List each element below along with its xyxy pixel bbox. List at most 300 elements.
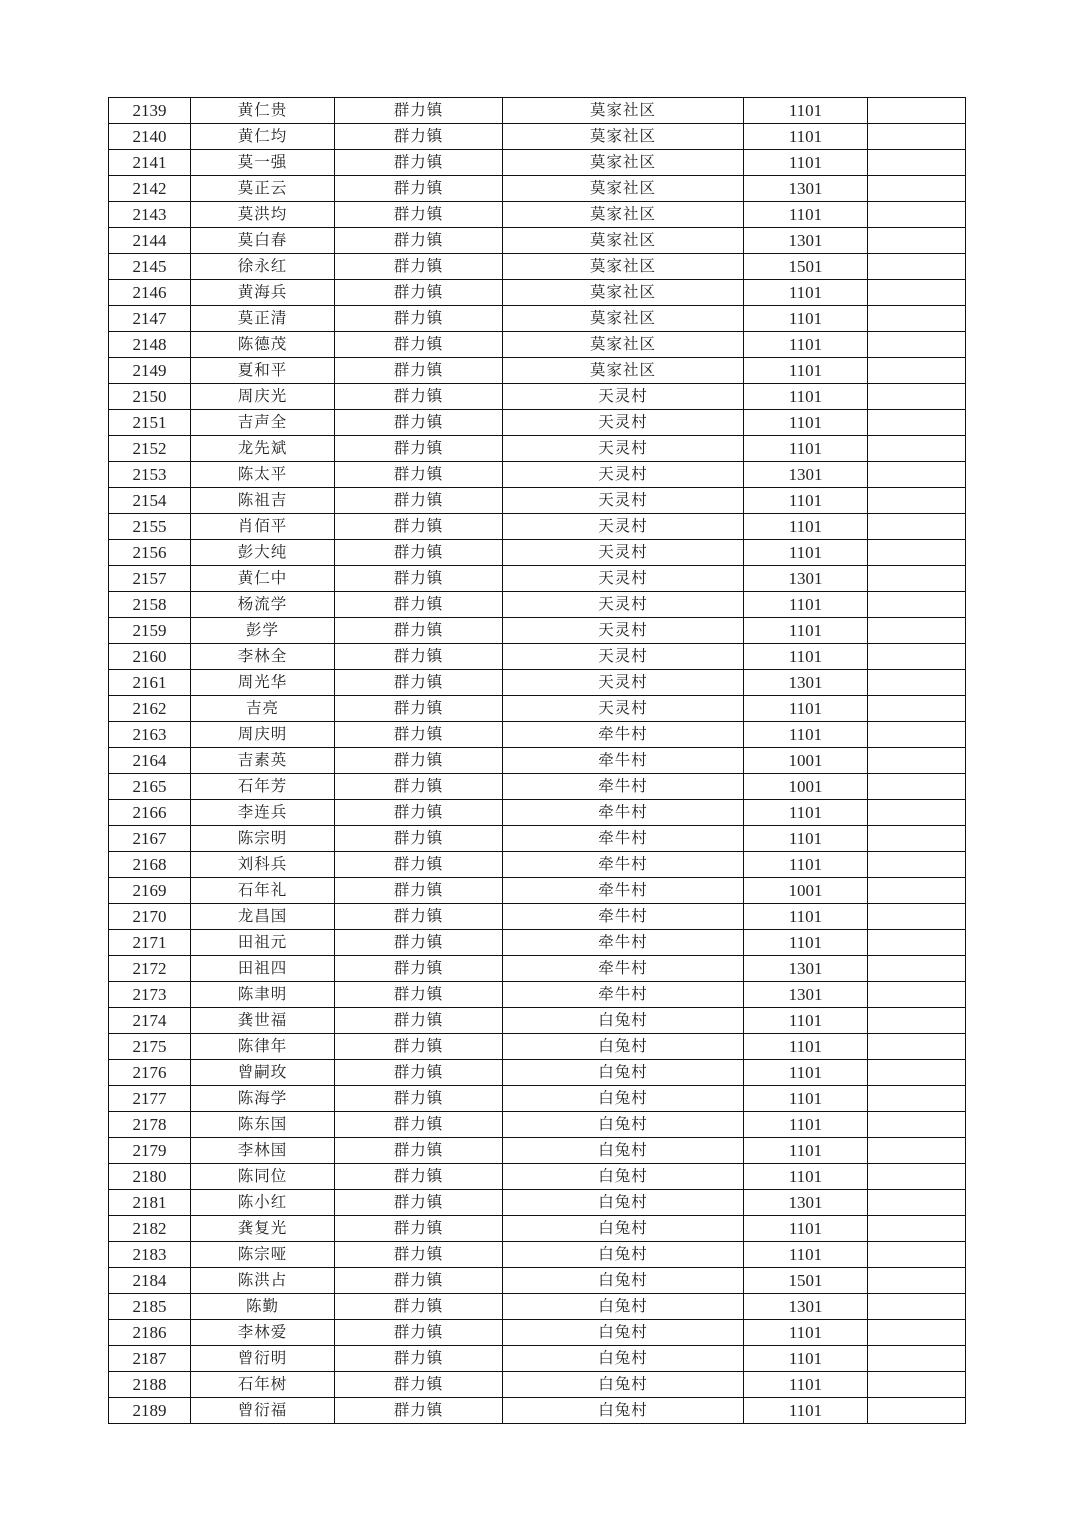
town-cell (335, 540, 503, 566)
town-cell (335, 618, 503, 644)
town-cell-text: 群力镇 (393, 1271, 444, 1289)
serial-number-cell: 2179 (109, 1138, 191, 1164)
code-cell: 1101 (744, 696, 868, 722)
person-name-cell (191, 228, 335, 254)
person-name-cell-text: 莫正清 (237, 309, 288, 327)
town-cell-text: 群力镇 (393, 517, 444, 535)
village-cell (503, 748, 744, 774)
village-cell-text: 白兔村 (598, 1245, 648, 1263)
code-cell: 1101 (744, 1086, 868, 1112)
village-cell-text: 牵牛村 (598, 881, 648, 899)
person-name-cell-text: 龚世福 (237, 1011, 288, 1029)
person-name-cell (191, 98, 335, 124)
town-cell (335, 358, 503, 384)
village-cell (503, 1164, 744, 1190)
town-cell-text: 群力镇 (393, 829, 444, 847)
village-cell-text: 牵牛村 (598, 959, 648, 977)
village-cell-text: 白兔村 (598, 1167, 648, 1185)
person-name-cell-text: 肖佰平 (237, 517, 288, 535)
serial-number-cell: 2140 (109, 124, 191, 150)
town-cell-text: 群力镇 (393, 751, 444, 769)
code-cell: 1301 (744, 462, 868, 488)
person-name-cell-text: 吉声全 (237, 413, 288, 431)
person-name-cell-text: 莫正云 (237, 179, 288, 197)
person-name-cell-text: 彭大纯 (237, 543, 288, 561)
village-cell (503, 956, 744, 982)
table-row (109, 1242, 966, 1268)
code-cell: 1101 (744, 1164, 868, 1190)
town-cell-text: 群力镇 (393, 361, 444, 379)
town-cell (335, 1320, 503, 1346)
code-cell: 1101 (744, 1346, 868, 1372)
village-cell-text: 莫家社区 (589, 231, 656, 249)
person-name-cell (191, 748, 335, 774)
serial-number-cell: 2145 (109, 254, 191, 280)
village-cell-text: 天灵村 (598, 569, 648, 587)
code-cell: 1101 (744, 852, 868, 878)
code-cell: 1101 (744, 1216, 868, 1242)
table-row (109, 1294, 966, 1320)
village-cell (503, 696, 744, 722)
person-name-cell-text: 陈太平 (237, 465, 288, 483)
code-cell: 1101 (744, 1138, 868, 1164)
table-row (109, 436, 966, 462)
code-cell: 1101 (744, 98, 868, 124)
code-cell: 1501 (744, 254, 868, 280)
town-cell (335, 1242, 503, 1268)
person-name-cell-text: 周光华 (237, 673, 288, 691)
town-cell (335, 722, 503, 748)
person-name-cell-text: 曾嗣玫 (237, 1063, 288, 1081)
note-cell (868, 1242, 966, 1268)
town-cell-text: 群力镇 (393, 257, 444, 275)
town-cell (335, 462, 503, 488)
village-cell-text: 白兔村 (598, 1401, 648, 1419)
person-name-cell-text: 黄仁均 (237, 127, 288, 145)
town-cell-text: 群力镇 (393, 1193, 444, 1211)
note-cell (868, 1398, 966, 1424)
serial-number-cell: 2157 (109, 566, 191, 592)
village-cell-text: 白兔村 (598, 1193, 648, 1211)
town-cell-text: 群力镇 (393, 465, 444, 483)
town-cell (335, 1008, 503, 1034)
note-cell (868, 982, 966, 1008)
note-cell (868, 176, 966, 202)
table-row (109, 124, 966, 150)
town-cell (335, 384, 503, 410)
town-cell (335, 1034, 503, 1060)
village-cell (503, 1112, 744, 1138)
code-cell: 1301 (744, 566, 868, 592)
person-name-cell (191, 1398, 335, 1424)
person-name-cell (191, 540, 335, 566)
note-cell (868, 462, 966, 488)
code-cell: 1101 (744, 358, 868, 384)
serial-number-cell: 2141 (109, 150, 191, 176)
person-name-cell (191, 1112, 335, 1138)
note-cell (868, 644, 966, 670)
table-row (109, 592, 966, 618)
person-name-cell-text: 刘科兵 (237, 855, 288, 873)
person-name-cell-text: 石年树 (237, 1375, 288, 1393)
code-cell: 1301 (744, 1294, 868, 1320)
person-name-cell-text: 黄仁中 (237, 569, 288, 587)
table-row (109, 566, 966, 592)
town-cell (335, 696, 503, 722)
code-cell: 1101 (744, 384, 868, 410)
village-cell (503, 644, 744, 670)
table-row (109, 410, 966, 436)
table-row (109, 332, 966, 358)
person-name-cell (191, 1034, 335, 1060)
person-name-cell-text: 陈洪占 (237, 1271, 288, 1289)
note-cell (868, 410, 966, 436)
note-cell (868, 306, 966, 332)
table-row (109, 1138, 966, 1164)
table-row (109, 1112, 966, 1138)
village-cell (503, 306, 744, 332)
note-cell (868, 228, 966, 254)
table-row (109, 800, 966, 826)
note-cell (868, 1190, 966, 1216)
person-name-cell (191, 124, 335, 150)
code-cell: 1101 (744, 488, 868, 514)
village-cell (503, 1242, 744, 1268)
village-cell (503, 566, 744, 592)
person-name-cell (191, 852, 335, 878)
serial-number-cell: 2170 (109, 904, 191, 930)
note-cell (868, 254, 966, 280)
village-cell-text: 白兔村 (598, 1115, 648, 1133)
town-cell-text: 群力镇 (393, 1141, 444, 1159)
person-name-cell-text: 陈宗哑 (237, 1245, 288, 1263)
person-name-cell (191, 644, 335, 670)
village-cell-text: 牵牛村 (598, 985, 648, 1003)
note-cell (868, 384, 966, 410)
village-cell-text: 天灵村 (598, 647, 648, 665)
table-row (109, 722, 966, 748)
town-cell-text: 群力镇 (393, 777, 444, 795)
village-cell (503, 1268, 744, 1294)
note-cell (868, 358, 966, 384)
town-cell-text: 群力镇 (393, 1089, 444, 1107)
person-name-cell (191, 358, 335, 384)
serial-number-cell: 2182 (109, 1216, 191, 1242)
note-cell (868, 618, 966, 644)
serial-number-cell: 2181 (109, 1190, 191, 1216)
town-cell (335, 1398, 503, 1424)
town-cell (335, 306, 503, 332)
village-cell-text: 白兔村 (598, 1037, 648, 1055)
person-name-cell (191, 514, 335, 540)
town-cell-text: 群力镇 (393, 1323, 444, 1341)
serial-number-cell: 2180 (109, 1164, 191, 1190)
note-cell (868, 878, 966, 904)
village-cell-text: 莫家社区 (589, 179, 656, 197)
person-name-cell-text: 李林全 (237, 647, 288, 665)
table-row (109, 1216, 966, 1242)
person-name-cell (191, 1294, 335, 1320)
code-cell: 1101 (744, 1008, 868, 1034)
note-cell (868, 592, 966, 618)
village-cell-text: 莫家社区 (589, 153, 656, 171)
table-row (109, 696, 966, 722)
table-row (109, 358, 966, 384)
serial-number-cell: 2177 (109, 1086, 191, 1112)
village-cell (503, 1398, 744, 1424)
village-cell-text: 天灵村 (598, 413, 648, 431)
village-cell (503, 618, 744, 644)
village-cell (503, 852, 744, 878)
note-cell (868, 852, 966, 878)
town-cell-text: 群力镇 (393, 673, 444, 691)
town-cell-text: 群力镇 (393, 179, 444, 197)
roster-table-body (109, 98, 966, 1424)
code-cell: 1101 (744, 150, 868, 176)
code-cell: 1101 (744, 1060, 868, 1086)
table-row (109, 618, 966, 644)
town-cell (335, 1372, 503, 1398)
serial-number-cell: 2188 (109, 1372, 191, 1398)
person-name-cell (191, 1216, 335, 1242)
village-cell-text: 白兔村 (598, 1011, 648, 1029)
town-cell-text: 群力镇 (393, 283, 444, 301)
person-name-cell-text: 龙昌国 (237, 907, 288, 925)
town-cell (335, 514, 503, 540)
town-cell (335, 566, 503, 592)
serial-number-cell: 2172 (109, 956, 191, 982)
serial-number-cell: 2155 (109, 514, 191, 540)
town-cell-text: 群力镇 (393, 725, 444, 743)
village-cell (503, 1060, 744, 1086)
person-name-cell (191, 410, 335, 436)
person-name-cell-text: 李林国 (237, 1141, 288, 1159)
person-name-cell (191, 982, 335, 1008)
table-row (109, 1060, 966, 1086)
person-name-cell-text: 彭学 (245, 621, 279, 639)
person-name-cell (191, 566, 335, 592)
person-name-cell (191, 202, 335, 228)
code-cell: 1001 (744, 878, 868, 904)
note-cell (868, 150, 966, 176)
table-row (109, 956, 966, 982)
town-cell-text: 群力镇 (393, 335, 444, 353)
village-cell (503, 462, 744, 488)
village-cell (503, 1294, 744, 1320)
town-cell (335, 930, 503, 956)
person-name-cell-text: 陈小红 (237, 1193, 288, 1211)
serial-number-cell: 2149 (109, 358, 191, 384)
town-cell-text: 群力镇 (393, 933, 444, 951)
table-row (109, 1372, 966, 1398)
serial-number-cell: 2160 (109, 644, 191, 670)
note-cell (868, 1086, 966, 1112)
roster-table (108, 97, 966, 1424)
code-cell: 1301 (744, 670, 868, 696)
person-name-cell-text: 曾衍福 (237, 1401, 288, 1419)
code-cell: 1101 (744, 1242, 868, 1268)
serial-number-cell: 2156 (109, 540, 191, 566)
code-cell: 1001 (744, 774, 868, 800)
village-cell-text: 莫家社区 (589, 101, 656, 119)
village-cell (503, 592, 744, 618)
village-cell-text: 白兔村 (598, 1141, 648, 1159)
note-cell (868, 98, 966, 124)
table-row (109, 98, 966, 124)
table-row (109, 514, 966, 540)
town-cell (335, 150, 503, 176)
code-cell: 1101 (744, 1398, 868, 1424)
table-row (109, 1346, 966, 1372)
note-cell (868, 1372, 966, 1398)
village-cell-text: 天灵村 (598, 439, 648, 457)
town-cell (335, 800, 503, 826)
person-name-cell (191, 1320, 335, 1346)
person-name-cell (191, 306, 335, 332)
village-cell (503, 800, 744, 826)
village-cell (503, 1216, 744, 1242)
town-cell-text: 群力镇 (393, 595, 444, 613)
code-cell: 1001 (744, 748, 868, 774)
village-cell (503, 1346, 744, 1372)
village-cell (503, 280, 744, 306)
town-cell-text: 群力镇 (393, 205, 444, 223)
person-name-cell-text: 周庆光 (237, 387, 288, 405)
village-cell (503, 98, 744, 124)
table-row (109, 852, 966, 878)
note-cell (868, 904, 966, 930)
town-cell-text: 群力镇 (393, 309, 444, 327)
person-name-cell-text: 龚复光 (237, 1219, 288, 1237)
village-cell (503, 176, 744, 202)
town-cell (335, 176, 503, 202)
table-row (109, 462, 966, 488)
table-row (109, 540, 966, 566)
serial-number-cell: 2147 (109, 306, 191, 332)
village-cell-text: 白兔村 (598, 1063, 648, 1081)
village-cell (503, 774, 744, 800)
serial-number-cell: 2183 (109, 1242, 191, 1268)
person-name-cell (191, 176, 335, 202)
village-cell (503, 670, 744, 696)
note-cell (868, 774, 966, 800)
town-cell (335, 202, 503, 228)
note-cell (868, 1138, 966, 1164)
person-name-cell-text: 吉亮 (245, 699, 279, 717)
person-name-cell (191, 462, 335, 488)
town-cell-text: 群力镇 (393, 231, 444, 249)
table-row (109, 202, 966, 228)
serial-number-cell: 2189 (109, 1398, 191, 1424)
town-cell (335, 280, 503, 306)
town-cell (335, 904, 503, 930)
note-cell (868, 748, 966, 774)
town-cell-text: 群力镇 (393, 569, 444, 587)
serial-number-cell: 2148 (109, 332, 191, 358)
serial-number-cell: 2150 (109, 384, 191, 410)
town-cell (335, 1112, 503, 1138)
town-cell (335, 436, 503, 462)
table-row (109, 1398, 966, 1424)
code-cell: 1101 (744, 280, 868, 306)
table-row (109, 1086, 966, 1112)
town-cell (335, 1190, 503, 1216)
person-name-cell-text: 陈东国 (237, 1115, 288, 1133)
table-row (109, 982, 966, 1008)
serial-number-cell: 2171 (109, 930, 191, 956)
town-cell (335, 644, 503, 670)
village-cell (503, 410, 744, 436)
town-cell-text: 群力镇 (393, 127, 444, 145)
village-cell (503, 202, 744, 228)
note-cell (868, 1346, 966, 1372)
serial-number-cell: 2165 (109, 774, 191, 800)
code-cell: 1101 (744, 618, 868, 644)
village-cell-text: 天灵村 (598, 387, 648, 405)
town-cell-text: 群力镇 (393, 855, 444, 873)
table-row (109, 904, 966, 930)
village-cell (503, 826, 744, 852)
town-cell (335, 748, 503, 774)
code-cell: 1101 (744, 826, 868, 852)
table-row (109, 1268, 966, 1294)
serial-number-cell: 2144 (109, 228, 191, 254)
town-cell-text: 群力镇 (393, 699, 444, 717)
person-name-cell (191, 436, 335, 462)
town-cell (335, 410, 503, 436)
table-row (109, 1164, 966, 1190)
table-row (109, 878, 966, 904)
person-name-cell (191, 150, 335, 176)
note-cell (868, 488, 966, 514)
code-cell: 1101 (744, 306, 868, 332)
person-name-cell-text: 周庆明 (237, 725, 288, 743)
town-cell (335, 852, 503, 878)
town-cell-text: 群力镇 (393, 153, 444, 171)
table-row (109, 228, 966, 254)
village-cell-text: 白兔村 (598, 1297, 648, 1315)
person-name-cell-text: 徐永红 (237, 257, 288, 275)
town-cell (335, 774, 503, 800)
person-name-cell-text: 陈律年 (237, 1037, 288, 1055)
person-name-cell (191, 722, 335, 748)
village-cell (503, 930, 744, 956)
town-cell (335, 1086, 503, 1112)
town-cell-text: 群力镇 (393, 959, 444, 977)
serial-number-cell: 2146 (109, 280, 191, 306)
table-row (109, 748, 966, 774)
town-cell (335, 592, 503, 618)
person-name-cell (191, 1242, 335, 1268)
town-cell (335, 332, 503, 358)
town-cell (335, 1216, 503, 1242)
village-cell-text: 莫家社区 (589, 335, 656, 353)
village-cell (503, 722, 744, 748)
town-cell (335, 670, 503, 696)
village-cell (503, 1034, 744, 1060)
person-name-cell (191, 1086, 335, 1112)
village-cell (503, 1190, 744, 1216)
serial-number-cell: 2164 (109, 748, 191, 774)
town-cell-text: 群力镇 (393, 1245, 444, 1263)
village-cell-text: 牵牛村 (598, 829, 648, 847)
village-cell-text: 天灵村 (598, 673, 648, 691)
person-name-cell (191, 332, 335, 358)
table-row (109, 150, 966, 176)
village-cell-text: 天灵村 (598, 465, 648, 483)
code-cell: 1501 (744, 1268, 868, 1294)
table-row (109, 644, 966, 670)
